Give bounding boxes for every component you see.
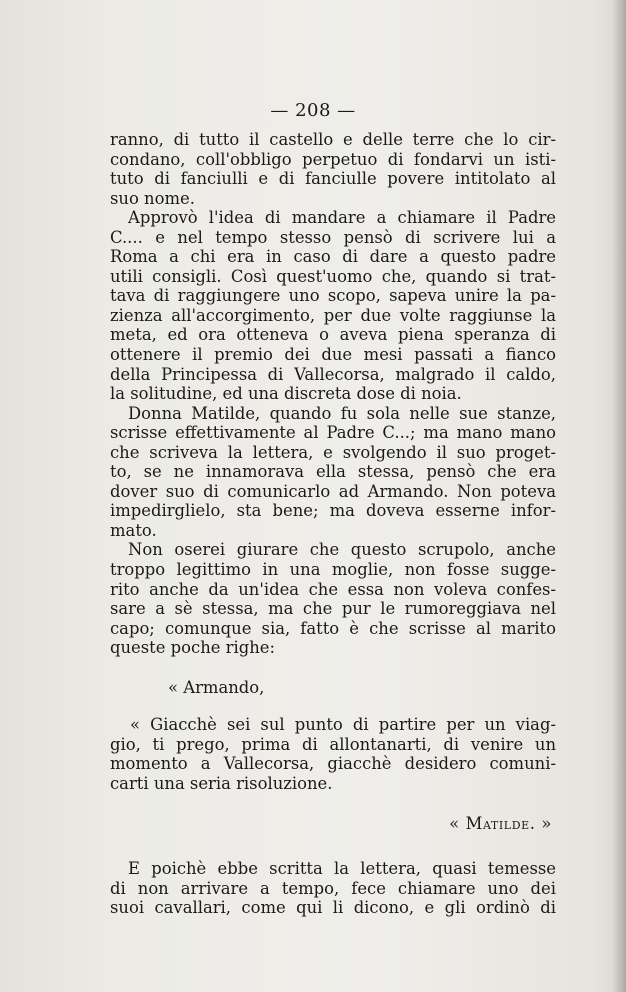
- text-line: la solitudine, ed una discreta dose di noia.: [110, 384, 462, 404]
- text-line: carti una seria risoluzione.: [110, 773, 333, 793]
- paragraph-1: [110, 130, 556, 208]
- page-fold-shadow: [612, 0, 626, 992]
- text-line: meta, ed ora otteneva o aveva piena speranza di: [110, 325, 556, 345]
- text-line: Donna Matilde, quando fu sola nelle sue stanze,: [128, 403, 556, 423]
- text-line: sare a sè stessa, ma che pur le rumoreggiava nel: [110, 599, 556, 619]
- letter-signature: [110, 814, 556, 834]
- text-line: che scriveva la lettera, e svolgendo il suo proget-: [110, 442, 556, 462]
- text-line: impedirglielo, sta bene; ma doveva esserne infor-: [110, 501, 556, 521]
- text-line: Non oserei giurare che questo scrupolo, anche: [128, 540, 556, 560]
- text-line: di non arrivare a tempo, fece chiamare uno dei: [110, 878, 556, 898]
- text-line: Roma a chi era in caso di dare a questo padre: [110, 247, 556, 267]
- text-line: ottenere il premio dei due mesi passati a fianco: [110, 345, 556, 365]
- text-line: scrisse effettivamente al Padre C...; ma mano mano: [110, 423, 556, 443]
- text-line: to, se ne innamorava ella stessa, pensò che era: [110, 462, 556, 482]
- paragraph-2: [110, 208, 556, 403]
- text-line: E poichè ebbe scritta la lettera, quasi temesse: [128, 859, 556, 879]
- paragraph-3: [110, 404, 556, 541]
- text-line: dover suo di comunicarlo ad Armando. Non poteva: [110, 481, 556, 501]
- paragraph-5: [110, 859, 556, 918]
- text-line: momento a Vallecorsa, giacchè desidero comuni-: [110, 754, 556, 774]
- text-line: suo nome.: [110, 188, 195, 208]
- text-line: Approvò l'idea di mandare a chiamare il Padre: [128, 208, 556, 228]
- page-number: — 208 —: [270, 100, 356, 121]
- text-line: capo; comunque sia, fatto è che scrisse al marito: [110, 618, 556, 638]
- text-line: zienza all'accorgimento, per due volte raggiunse la: [110, 305, 556, 325]
- text-line: utili consigli. Così quest'uomo che, quando si trat-: [110, 266, 556, 286]
- text-line: tava di raggiungere uno scopo, sapeva unire la pa-: [110, 286, 556, 306]
- page-body-text: [110, 130, 556, 918]
- text-line: suoi cavallari, come qui li dicono, e gli ordinò di: [110, 898, 556, 918]
- text-line: « Giacchè sei sul punto di partire per un viag-: [130, 715, 556, 735]
- signature-text: « Matilde. »: [449, 813, 552, 833]
- letter-salutation: « Armando,: [168, 677, 265, 697]
- text-line: ranno, di tutto il castello e delle terre che lo cir-: [110, 130, 556, 149]
- letter-body: [110, 715, 556, 793]
- text-line: gio, ti prego, prima di allontanarti, di venire un: [110, 734, 556, 754]
- text-line: tuto di fanciulli e di fanciulle povere intitolato al: [110, 169, 556, 189]
- text-line: rito anche da un'idea che essa non voleva confes-: [110, 579, 556, 599]
- text-line: mato.: [110, 520, 157, 540]
- text-line: della Principessa di Vallecorsa, malgrado il caldo,: [110, 364, 556, 384]
- text-line: C.... e nel tempo stesso pensò di scrivere lui a: [110, 227, 556, 247]
- text-line: queste poche righe:: [110, 638, 276, 658]
- text-line: condano, coll'obbligo perpetuo di fondarvi un isti-: [110, 149, 556, 169]
- paragraph-4: [110, 540, 556, 657]
- text-line: troppo legittimo in una moglie, non fosse sugge-: [110, 560, 556, 580]
